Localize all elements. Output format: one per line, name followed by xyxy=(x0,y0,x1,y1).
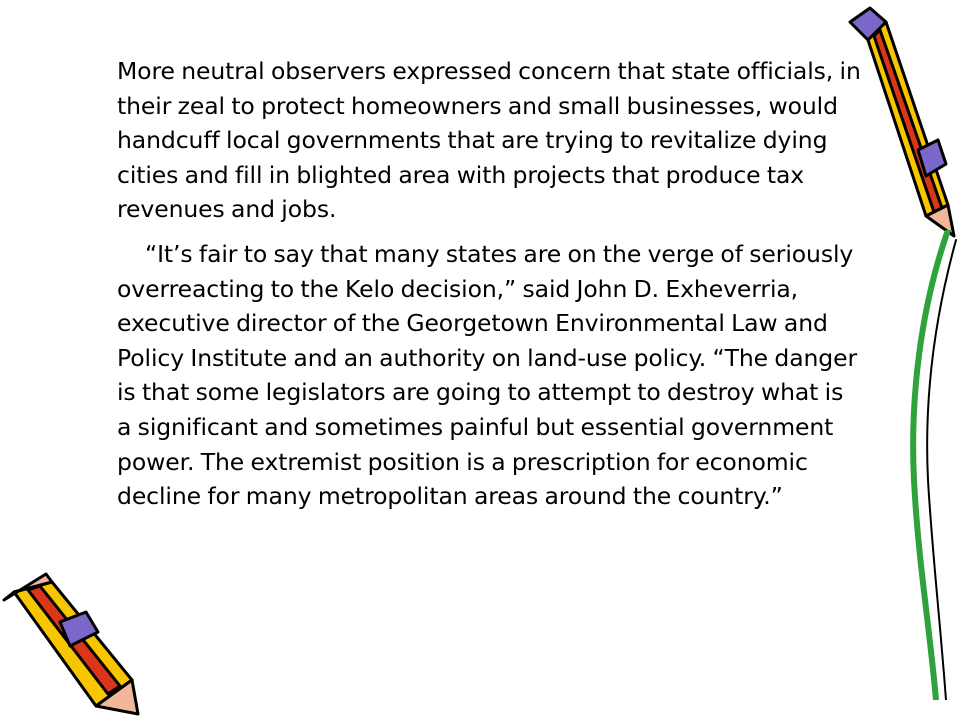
curved-line-icon xyxy=(900,230,960,700)
paragraph-1: More neutral observers expressed concern that state officials, in their zeal to protect homeowners and small businesses, would handcuff local governments that are trying to revitalize dying cities and fill in blighted area with projects that produce tax revenues and jobs. xyxy=(117,57,861,224)
body-text xyxy=(117,54,862,514)
paragraph-2: “It’s fair to say that many states are on the verge of seriously overreacting to the Kelo decision,” said John D. Exheverria, executive director of the Georgetown Environmental Law and Policy Institute and an authority on land-use policy. “The danger is that some legislators are going to attempt to destroy what is a significant and sometimes painful but essential government power. The extremist position is a prescription for economic decline for many metropolitan areas around the country.” xyxy=(117,239,858,511)
pencil-icon xyxy=(0,560,140,720)
